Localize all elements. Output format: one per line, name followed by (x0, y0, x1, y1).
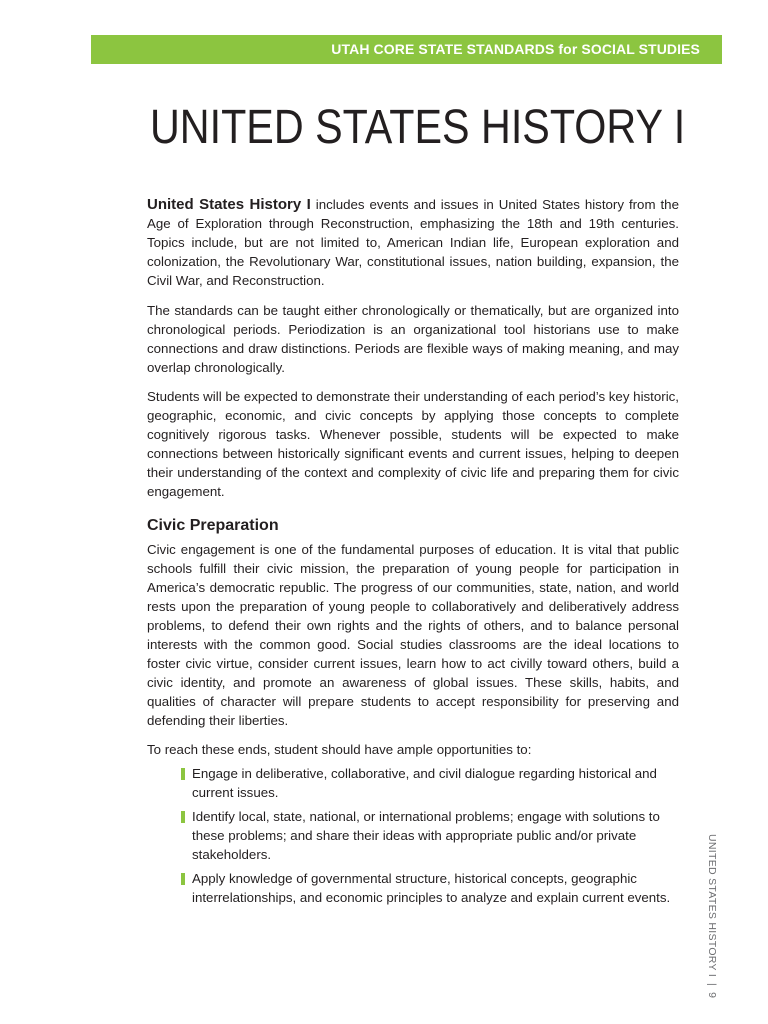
list-item (181, 869, 679, 907)
footer-separator: | (706, 983, 718, 987)
civic-lead-in: To reach these ends, student should have ample opportunities to: (147, 742, 532, 757)
bullet-marker-icon (181, 811, 185, 823)
bullet-marker-icon (181, 873, 185, 885)
bullet-marker-icon (181, 768, 185, 780)
page-number: 9 (706, 992, 718, 999)
list-item-text: Identify local, state, national, or international problems; engage with solutions to these problems; and share their ideas with appropriate public and/or private stakeholders. (192, 809, 660, 862)
banner-title-for: for (558, 41, 578, 57)
page-title: UNITED STATES HISTORY I (150, 101, 686, 154)
civic-paragraph: Civic engagement is one of the fundamental purposes of education. It is vital that public schools fulfill their civic mission, the preparation of young people for participation in America’s democratic republic. The progress of our communities, state, nation, and world rests upon the preparation of young people to collaboratively and deliberatively address problems, to defend their own rights and the rights of others, and to balance personal interests with the common good. Social studies classrooms are the ideal locations to foster civic virtue, consider current issues, learn how to act civilly toward others, build a civic identity, and promote an awareness of global issues. These skills, habits, and qualities of character will prepare students to accept responsibility for preserving and defending their liberties. (147, 542, 679, 728)
header-banner (91, 35, 722, 64)
intro-paragraph (147, 195, 679, 290)
section-heading-civic-preparation: Civic Preparation (147, 517, 279, 534)
list-item-text: Engage in deliberative, collaborative, and civil dialogue regarding historical and current issues. (192, 766, 657, 800)
banner-title-part2: SOCIAL STUDIES (581, 41, 700, 57)
intro-lead: United States History I (147, 196, 311, 213)
intro-text: includes events and issues in United States history from the Age of Exploration through Reconstruction, emphasizing the 18th and 19th centuries. Topics include, but are not limited to, American Indian life, European exploration and colonization, the Revolutionary War, constitutional issues, nation building, expansion, the Civil War, and Reconstruction. (147, 197, 679, 288)
footer-section-label: UNITED STATES HISTORY I (706, 834, 718, 978)
list-item (181, 807, 679, 864)
list-item-text: Apply knowledge of governmental structure, historical concepts, geographic interrelationships, and economic principles to analyze and explain current events. (192, 871, 671, 905)
civic-bullet-list (147, 764, 679, 907)
banner-title-part1: UTAH CORE STATE STANDARDS (331, 41, 555, 57)
page-footer (706, 834, 718, 998)
body-paragraph: The standards can be taught either chronologically or thematically, but are organized into chronological periods. Periodization is an organizational tool historians use to make connections and draw distinctions. Periods are flexible ways of making meaning, and may overlap chronologically. (147, 303, 679, 375)
main-content (147, 195, 679, 912)
list-item (181, 764, 679, 802)
body-paragraph: Students will be expected to demonstrate their understanding of each period’s key historic, geographic, economic, and civic concepts by applying those concepts to complete cognitively rigorous tasks. Whenever possible, students will be expected to make connections between historically significant events and current issues, helping to deepen their understanding of the context and complexity of civic life and preparing them for civic engagement. (147, 389, 679, 499)
